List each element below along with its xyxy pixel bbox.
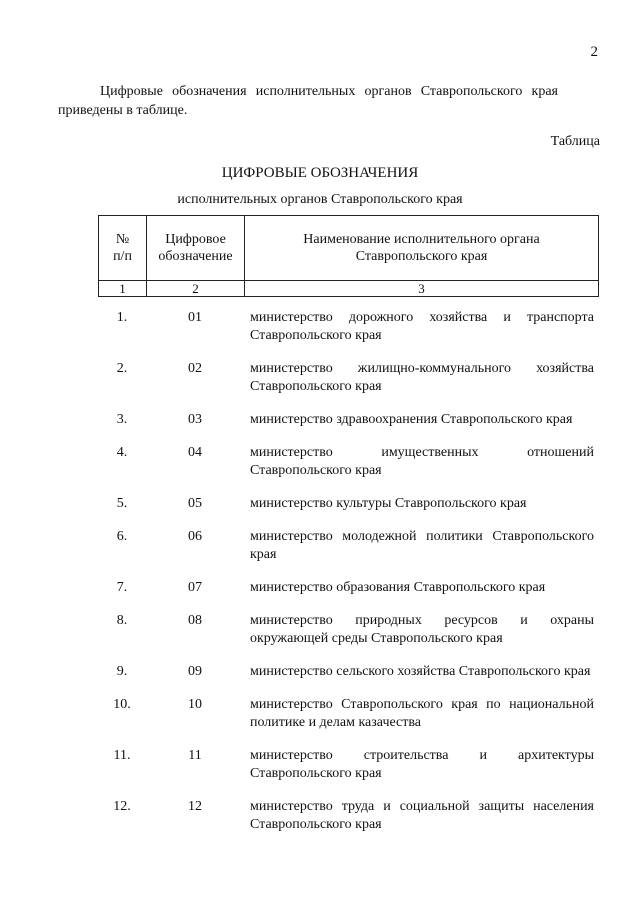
header-code [147, 216, 245, 281]
row-code: 12 [188, 799, 202, 814]
row-code: 04 [188, 445, 202, 460]
row-name: министерство культуры Ставропольского края [250, 496, 527, 511]
row-name: министерство труда и социальной защиты населения Ставропольского края [250, 799, 594, 832]
table-row [98, 798, 598, 834]
row-number: 11. [113, 748, 131, 763]
row-name: министерство молодежной политики Ставропольского края [250, 529, 594, 562]
row-code: 08 [188, 613, 202, 628]
row-number: 7. [116, 580, 128, 595]
row-number: 8. [116, 613, 128, 628]
header-name-line2: Ставропольского края [355, 249, 488, 264]
row-code: 02 [188, 361, 202, 376]
row-name: министерство жилищно-коммунального хозяйства Ставропольского края [250, 361, 594, 394]
row-number: 1. [116, 310, 128, 325]
row-name: министерство Ставропольского края по национальной политике и делам казачества [250, 697, 594, 730]
column-number: 3 [245, 281, 599, 297]
intro-paragraph: Цифровые обозначения исполнительных органов Ставропольского края приведены в таблице. [58, 84, 558, 118]
table-subtitle: исполнительных органов Ставропольского края [177, 192, 463, 207]
table-body [98, 309, 598, 849]
header-code-line2: обозначение [158, 249, 233, 264]
row-name: министерство имущественных отношений Ставропольского края [250, 445, 594, 478]
row-number: 12. [113, 799, 131, 814]
table-title: ЦИФРОВЫЕ ОБОЗНАЧЕНИЯ [221, 165, 419, 181]
row-number: 3. [116, 412, 128, 427]
row-code: 03 [188, 412, 202, 427]
table-row [98, 612, 598, 648]
row-name: министерство строительства и архитектуры Ставропольского края [250, 748, 594, 781]
row-number: 9. [116, 664, 128, 679]
header-name [245, 216, 599, 281]
row-number: 10. [113, 697, 131, 712]
table-row [98, 309, 598, 345]
row-code: 10 [188, 697, 202, 712]
table-row [98, 444, 598, 480]
row-name: министерство здравоохранения Ставропольского края [250, 412, 573, 427]
table-row [98, 528, 598, 564]
header-num [99, 216, 147, 281]
row-code: 06 [188, 529, 202, 544]
page-number: 2 [590, 44, 598, 60]
table-row [98, 696, 598, 732]
column-number: 1 [99, 281, 147, 297]
row-name: министерство природных ресурсов и охраны окружающей среды Ставропольского края [250, 613, 594, 646]
row-name: министерство образования Ставропольского края [250, 580, 546, 595]
row-number: 4. [116, 445, 128, 460]
header-code-line1: Цифровое [165, 232, 226, 247]
table-row [98, 495, 598, 513]
column-number-row [99, 281, 599, 297]
row-code: 05 [188, 496, 202, 511]
table-row [98, 411, 598, 429]
row-name: министерство дорожного хозяйства и транспорта Ставропольского края [250, 310, 594, 343]
row-name: министерство сельского хозяйства Ставропольского края [250, 664, 591, 679]
table-header [98, 215, 599, 297]
table-row [98, 747, 598, 783]
table-row [98, 663, 598, 681]
row-code: 01 [188, 310, 202, 325]
row-code: 07 [188, 580, 202, 595]
header-num-line2: п/п [113, 249, 132, 264]
header-name-line1: Наименование исполнительного органа [303, 232, 540, 247]
row-number: 6. [116, 529, 128, 544]
table-row [98, 360, 598, 396]
column-number: 2 [147, 281, 245, 297]
header-row [99, 216, 599, 281]
table-row [98, 579, 598, 597]
row-number: 2. [116, 361, 128, 376]
header-num-line1: № [115, 232, 130, 247]
row-number: 5. [116, 496, 128, 511]
table-caption: Таблица [550, 134, 600, 149]
row-code: 11 [188, 748, 202, 763]
row-code: 09 [188, 664, 202, 679]
